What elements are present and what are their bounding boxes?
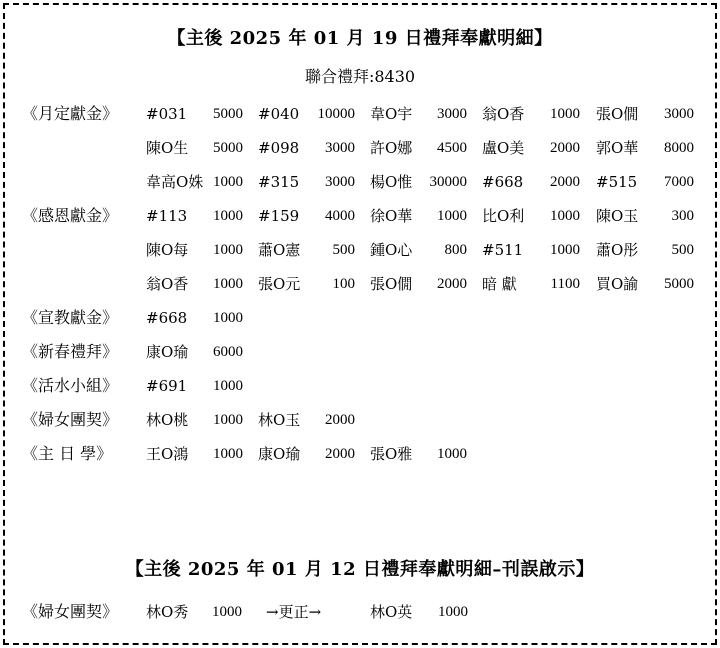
ledger-row: [0, 136, 720, 160]
donation-amount: 2000: [550, 140, 580, 156]
donation-amount: 1000: [550, 106, 580, 122]
page-title: 【主後 2025 年 01 月 19 日禮拜奉獻明細】: [167, 28, 553, 49]
category-label: 《感恩獻金》: [22, 206, 119, 225]
donor-name: 買O諭: [596, 275, 639, 293]
donation-amount: 5000: [664, 276, 694, 292]
donation-amount: 8000: [664, 140, 694, 156]
donor-name: 盧O美: [482, 139, 525, 157]
correction-category: 《婦女團契》: [22, 602, 119, 621]
donor-name: 許O娜: [370, 139, 413, 157]
donation-amount: 4500: [437, 140, 467, 156]
donation-amount: 2000: [325, 446, 355, 462]
correction-after-name: 林O英: [370, 603, 413, 621]
donation-amount: 6000: [213, 344, 243, 360]
joint-worship-total: 聯合禮拜:8430: [304, 67, 416, 86]
donor-name: 張O元: [258, 275, 301, 293]
donation-amount: 1000: [213, 276, 243, 292]
donor-name: 陳O玉: [596, 207, 639, 225]
ledger-row: [0, 238, 720, 262]
donor-name: 郭O華: [596, 139, 639, 157]
donor-name: #668: [482, 173, 524, 191]
category-label: 《主 日 學》: [22, 444, 113, 463]
donor-name: 楊O惟: [370, 173, 413, 191]
donation-amount: 1000: [550, 208, 580, 224]
donation-amount: 7000: [664, 174, 694, 190]
donation-amount: 3000: [664, 106, 694, 122]
donor-name: 暗 獻: [482, 275, 517, 293]
donation-amount: 1000: [550, 242, 580, 258]
donor-name: #040: [258, 105, 300, 123]
donation-amount: 1100: [550, 276, 580, 292]
donation-amount: 3000: [325, 174, 355, 190]
donor-name: 林O玉: [258, 411, 301, 429]
ledger-row: [0, 204, 720, 228]
donation-amount: 500: [332, 242, 355, 258]
ledger-row: [0, 442, 720, 466]
donor-name: 徐O華: [370, 207, 413, 225]
donation-amount: 800: [444, 242, 467, 258]
correction-arrow: →更正→: [266, 603, 322, 621]
correction-row: [0, 600, 720, 624]
donation-amount: 10000: [317, 106, 355, 122]
category-label: 《宣教獻金》: [22, 308, 119, 327]
donation-amount: 4000: [325, 208, 355, 224]
ledger-row: [0, 374, 720, 398]
correction-after-amount: 1000: [438, 604, 468, 620]
donation-amount: 1000: [213, 446, 243, 462]
donor-name: #031: [146, 105, 188, 123]
category-label: 《月定獻金》: [22, 104, 119, 123]
donation-amount: 300: [671, 208, 694, 224]
ledger-row: [0, 272, 720, 296]
donor-name: #113: [146, 207, 188, 225]
donor-name: #668: [146, 309, 188, 327]
donation-amount: 1000: [213, 242, 243, 258]
donor-name: 翁O香: [146, 275, 189, 293]
donation-amount: 1000: [213, 208, 243, 224]
donation-amount: 1000: [437, 446, 467, 462]
donation-amount: 1000: [437, 208, 467, 224]
donor-name: 陳O生: [146, 139, 189, 157]
donation-amount: 1000: [213, 412, 243, 428]
ledger-row: [0, 102, 720, 126]
donation-amount: 1000: [213, 174, 243, 190]
donation-amount: 1000: [213, 310, 243, 326]
donation-amount: 2000: [325, 412, 355, 428]
donor-name: 張O僩: [596, 105, 639, 123]
donation-amount: 30000: [429, 174, 467, 190]
donation-amount: 500: [671, 242, 694, 258]
donor-name: 鍾O心: [370, 241, 413, 259]
donor-name: 翁O香: [482, 105, 525, 123]
correction-title: 【主後 2025 年 01 月 12 日禮拜奉獻明細–刊誤啟示】: [125, 559, 595, 580]
donation-amount: 2000: [437, 276, 467, 292]
donor-name: #315: [258, 173, 300, 191]
donation-amount: 5000: [213, 140, 243, 156]
donor-name: 張O僩: [370, 275, 413, 293]
donor-name: #159: [258, 207, 300, 225]
donor-name: #511: [482, 241, 524, 259]
donor-name: #098: [258, 139, 300, 157]
donation-amount: 5000: [213, 106, 243, 122]
donor-name: 王O鴻: [146, 445, 189, 463]
donor-name: 康O瑜: [146, 343, 189, 361]
donor-name: 比O利: [482, 207, 525, 225]
donor-name: 康O瑜: [258, 445, 301, 463]
donation-amount: 1000: [213, 378, 243, 394]
donor-name: 韋高O姝: [146, 173, 204, 191]
correction-before-amount: 1000: [212, 604, 242, 620]
donor-name: 蕭O彤: [596, 241, 639, 259]
donor-name: 蕭O憲: [258, 241, 301, 259]
donation-amount: 100: [332, 276, 355, 292]
donor-name: 張O雅: [370, 445, 413, 463]
donation-amount: 3000: [325, 140, 355, 156]
donor-name: #515: [596, 173, 638, 191]
donor-name: 陳O每: [146, 241, 189, 259]
category-label: 《活水小組》: [22, 376, 119, 395]
category-label: 《婦女團契》: [22, 410, 119, 429]
donation-amount: 3000: [437, 106, 467, 122]
donation-amount: 2000: [550, 174, 580, 190]
correction-before-name: 林O秀: [146, 603, 189, 621]
ledger-row: [0, 170, 720, 194]
donor-name: #691: [146, 377, 188, 395]
donor-name: 林O桃: [146, 411, 189, 429]
ledger-row: [0, 408, 720, 432]
ledger-row: [0, 306, 720, 330]
category-label: 《新春禮拜》: [22, 342, 119, 361]
ledger-row: [0, 340, 720, 364]
donor-name: 韋O宇: [370, 105, 413, 123]
